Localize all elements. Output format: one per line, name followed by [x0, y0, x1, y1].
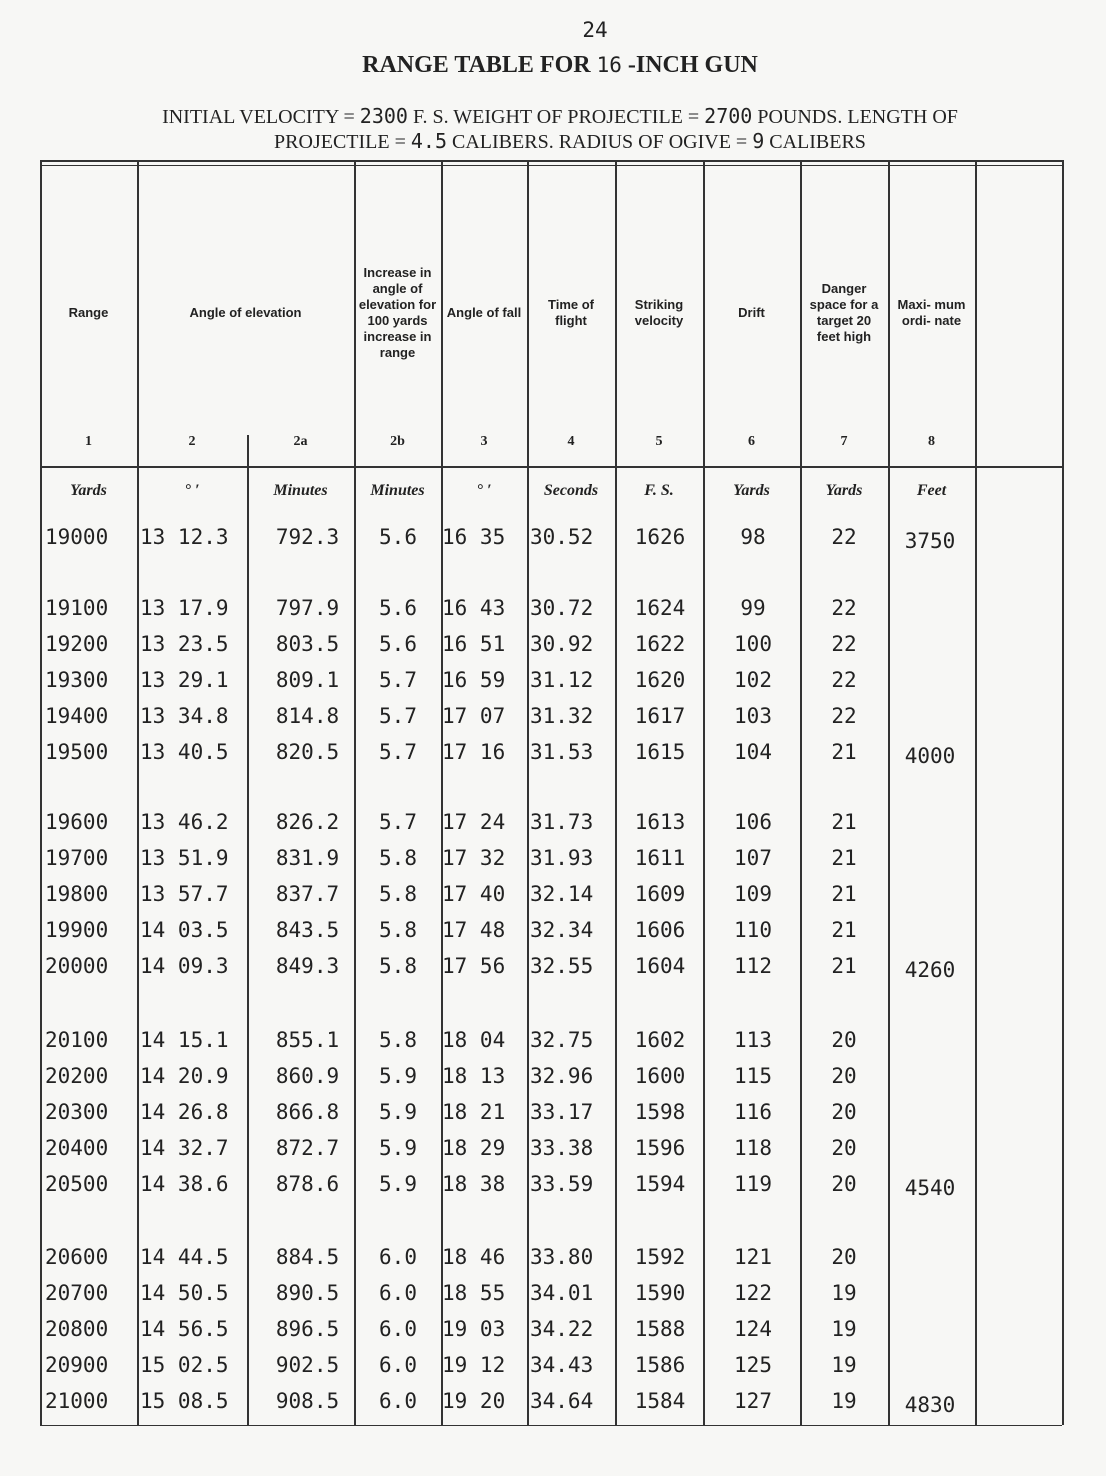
table-cell: 32.75 — [530, 1028, 594, 1052]
table-cell: 121 — [734, 1245, 772, 1269]
table-cell: 5.6 — [379, 525, 417, 549]
table-cell: 32.14 — [530, 882, 594, 906]
table-cell: 31.53 — [530, 740, 594, 764]
table-cell: 33.80 — [530, 1245, 594, 1269]
column-number: 2 — [188, 434, 196, 449]
table-cell: 124 — [734, 1317, 772, 1341]
table-cell: 118 — [734, 1136, 772, 1160]
header-increase — [358, 180, 437, 445]
table-cell: 855.1 — [275, 1028, 340, 1052]
table-cell: 19600 — [45, 810, 109, 834]
column-unit: ° ′ — [476, 482, 492, 499]
column-number: 2a — [293, 434, 308, 449]
table-cell: 19500 — [45, 740, 109, 764]
table-cell: 809.1 — [275, 668, 340, 692]
table-cell: 19 — [831, 1317, 857, 1341]
table-cell: 1586 — [634, 1353, 686, 1377]
table-cell: 102 — [734, 668, 772, 692]
table-cell: 5.9 — [379, 1100, 417, 1124]
header-label: Angle of elevation — [189, 304, 302, 320]
table-cell: 21 — [831, 846, 857, 870]
table-cell: 5.8 — [379, 882, 417, 906]
column-number: 7 — [840, 434, 848, 449]
table-cell: 896.5 — [275, 1317, 340, 1341]
subtitle-line-2 — [70, 129, 1070, 154]
table-cell: 21 — [831, 918, 857, 942]
table-cell: 22 — [831, 596, 857, 620]
table-cell: 20800 — [45, 1317, 109, 1341]
table-cell: 20600 — [45, 1245, 109, 1269]
table-cell: 32.96 — [530, 1064, 594, 1088]
table-cell: 902.5 — [275, 1353, 340, 1377]
table-cell: 100 — [734, 632, 772, 656]
header-label: Increase in angle of elevation for 100 yards increase in range — [358, 264, 437, 360]
table-cell: 1604 — [634, 954, 686, 978]
column-unit: Yards — [733, 482, 770, 499]
table-cell: 13 51.9 — [140, 846, 229, 870]
table-cell: 31.93 — [530, 846, 594, 870]
column-unit: Yards — [825, 482, 863, 499]
table-cell: 890.5 — [275, 1281, 340, 1305]
table-cell: 1596 — [634, 1136, 686, 1160]
header-angle-fall — [445, 180, 523, 445]
column-unit: Feet — [916, 482, 947, 499]
table-cell: 14 09.3 — [140, 954, 229, 978]
table-cell: 792.3 — [275, 525, 340, 549]
header-drift — [707, 180, 796, 445]
column-divider — [615, 160, 617, 1425]
header-label: Maxi- mum ordi- nate — [897, 296, 966, 328]
table-cell: 5.6 — [379, 596, 417, 620]
table-cell: 1590 — [634, 1281, 686, 1305]
column-number: 1 — [85, 434, 92, 449]
table-cell: 4540 — [904, 1176, 956, 1200]
table-cell: 13 46.2 — [140, 810, 229, 834]
table-cell: 16 51 — [442, 632, 506, 656]
header-label: Drift — [738, 304, 765, 320]
table-cell: 1622 — [634, 632, 686, 656]
table-cell: 13 29.1 — [140, 668, 229, 692]
table-cell: 18 38 — [442, 1172, 506, 1196]
table-cell: 18 29 — [442, 1136, 506, 1160]
header-label: Time of flight — [548, 296, 594, 328]
table-cell: 797.9 — [275, 596, 340, 620]
table-cell: 1598 — [634, 1100, 686, 1124]
table-cell: 5.7 — [379, 668, 417, 692]
column-unit: Seconds — [543, 482, 599, 499]
table-cell: 866.8 — [275, 1100, 340, 1124]
velocity-value: 2300 — [359, 104, 408, 128]
table-cell: 31.32 — [530, 704, 594, 728]
table-cell: 18 46 — [442, 1245, 506, 1269]
length-value: 4.5 — [410, 129, 448, 153]
table-cell: 22 — [831, 668, 857, 692]
table-cell: 119 — [734, 1172, 772, 1196]
table-cell: 5.9 — [379, 1064, 417, 1088]
table-cell: 104 — [734, 740, 772, 764]
table-top-rule — [40, 160, 1062, 162]
table-cell: 5.7 — [379, 740, 417, 764]
column-divider — [800, 160, 802, 1425]
table-cell: 15 02.5 — [140, 1353, 229, 1377]
table-cell: 803.5 — [275, 632, 340, 656]
table-cell: 106 — [734, 810, 772, 834]
table-cell: 13 40.5 — [140, 740, 229, 764]
table-cell: 16 59 — [442, 668, 506, 692]
table-cell: 32.55 — [530, 954, 594, 978]
table-cell: 837.7 — [275, 882, 340, 906]
table-cell: 17 48 — [442, 918, 506, 942]
table-cell: 116 — [734, 1100, 772, 1124]
table-cell: 16 43 — [442, 596, 506, 620]
title-suffix: -INCH GUN — [627, 52, 758, 78]
table-cell: 13 17.9 — [140, 596, 229, 620]
table-cell: 15 08.5 — [140, 1389, 229, 1413]
table-cell: 13 12.3 — [140, 525, 229, 549]
column-divider — [137, 160, 139, 1425]
table-cell: 19 — [831, 1281, 857, 1305]
table-cell: 21 — [831, 810, 857, 834]
header-time-flight — [531, 180, 611, 445]
table-cell: 860.9 — [275, 1064, 340, 1088]
table-cell: 113 — [734, 1028, 772, 1052]
subtitle-line-1 — [60, 104, 1060, 129]
table-cell: 1617 — [634, 704, 686, 728]
table-cell: 19 — [831, 1353, 857, 1377]
table-cell: 20 — [831, 1064, 857, 1088]
table-cell: 1620 — [634, 668, 686, 692]
table-cell: 110 — [734, 918, 772, 942]
table-cell: 33.38 — [530, 1136, 594, 1160]
column-divider — [975, 160, 977, 1425]
table-cell: 19 12 — [442, 1353, 506, 1377]
table-cell: 115 — [734, 1064, 772, 1088]
header-label: Striking velocity — [634, 296, 684, 328]
title-caliber: 16 — [596, 53, 622, 77]
table-top-rule-2 — [40, 165, 1062, 166]
table-cell: 19900 — [45, 918, 109, 942]
table-cell: 20500 — [45, 1172, 109, 1196]
table-cell: 5.9 — [379, 1136, 417, 1160]
table-cell: 19 03 — [442, 1317, 506, 1341]
column-number: 6 — [748, 434, 755, 449]
column-unit: ° ′ — [184, 482, 200, 499]
column-number: 5 — [655, 434, 663, 449]
table-bottom-rule — [40, 1425, 1062, 1426]
column-divider — [703, 160, 705, 1425]
table-cell: 843.5 — [275, 918, 340, 942]
column-divider — [527, 160, 529, 1425]
table-cell: 18 04 — [442, 1028, 506, 1052]
table-cell: 20100 — [45, 1028, 109, 1052]
table-cell: 107 — [734, 846, 772, 870]
table-cell: 6.0 — [379, 1281, 417, 1305]
table-cell: 19400 — [45, 704, 109, 728]
weight-value: 2700 — [704, 104, 753, 128]
table-cell: 5.7 — [379, 704, 417, 728]
table-cell: 16 35 — [442, 525, 506, 549]
page-title — [0, 52, 1106, 79]
header-danger-space — [804, 180, 884, 445]
header-range — [44, 180, 133, 445]
table-cell: 14 38.6 — [140, 1172, 229, 1196]
table-cell: 14 26.8 — [140, 1100, 229, 1124]
column-divider — [247, 435, 249, 1425]
header-label: Range — [68, 304, 109, 320]
table-cell: 1594 — [634, 1172, 686, 1196]
table-cell: 831.9 — [275, 846, 340, 870]
table-cell: 20200 — [45, 1064, 109, 1088]
table-cell: 34.01 — [530, 1281, 594, 1305]
header-angle-elevation — [141, 180, 350, 445]
table-cell: 6.0 — [379, 1245, 417, 1269]
table-cell: 103 — [734, 704, 772, 728]
column-divider — [354, 160, 356, 1425]
table-cell: 814.8 — [275, 704, 340, 728]
table-cell: 33.59 — [530, 1172, 594, 1196]
table-cell: 20000 — [45, 954, 109, 978]
header-max-ordinate — [892, 180, 971, 445]
table-cell: 884.5 — [275, 1245, 340, 1269]
table-cell: 19200 — [45, 632, 109, 656]
column-unit: Yards — [70, 482, 107, 499]
table-cell: 98 — [740, 525, 766, 549]
table-cell: 14 32.7 — [140, 1136, 229, 1160]
table-cell: 17 32 — [442, 846, 506, 870]
table-cell: 14 15.1 — [140, 1028, 229, 1052]
table-cell: 20700 — [45, 1281, 109, 1305]
column-unit: F. S. — [644, 482, 674, 499]
table-cell: 17 24 — [442, 810, 506, 834]
table-cell: 17 56 — [442, 954, 506, 978]
table-cell: 14 44.5 — [140, 1245, 229, 1269]
table-cell: 19000 — [45, 525, 109, 549]
table-cell: 872.7 — [275, 1136, 340, 1160]
table-cell: 19300 — [45, 668, 109, 692]
table-cell: 908.5 — [275, 1389, 340, 1413]
table-cell: 1602 — [634, 1028, 686, 1052]
table-cell: 5.8 — [379, 954, 417, 978]
table-cell: 13 34.8 — [140, 704, 229, 728]
table-cell: 1611 — [634, 846, 686, 870]
table-cell: 1592 — [634, 1245, 686, 1269]
table-cell: 34.64 — [530, 1389, 594, 1413]
table-cell: 878.6 — [275, 1172, 340, 1196]
table-cell: 5.7 — [379, 810, 417, 834]
table-cell: 19700 — [45, 846, 109, 870]
table-cell: 5.9 — [379, 1172, 417, 1196]
column-number: 4 — [567, 434, 575, 449]
table-cell: 112 — [734, 954, 772, 978]
column-divider — [888, 160, 890, 1425]
table-cell: 14 03.5 — [140, 918, 229, 942]
table-cell: 21 — [831, 954, 857, 978]
table-cell: 4000 — [904, 744, 956, 768]
text: CALIBERS. RADIUS OF OGIVE = — [452, 131, 748, 153]
header-label: Angle of fall — [446, 304, 522, 320]
table-cell: 1626 — [634, 525, 686, 549]
table-cell: 125 — [734, 1353, 772, 1377]
table-cell: 21 — [831, 740, 857, 764]
table-cell: 20300 — [45, 1100, 109, 1124]
text: INITIAL VELOCITY = — [162, 106, 355, 128]
header-label: Danger space for a target 20 feet high — [809, 280, 879, 344]
table-cell: 1588 — [634, 1317, 686, 1341]
table-cell: 4830 — [904, 1393, 956, 1417]
page-number: 24 — [582, 18, 608, 42]
table-cell: 21000 — [45, 1389, 109, 1413]
title-prefix: RANGE TABLE FOR — [362, 52, 591, 78]
table-cell: 1606 — [634, 918, 686, 942]
table-cell: 122 — [734, 1281, 772, 1305]
column-number: 8 — [928, 434, 935, 449]
table-cell: 6.0 — [379, 1353, 417, 1377]
table-cell: 30.52 — [530, 525, 594, 549]
header-striking-velocity — [619, 180, 699, 445]
table-cell: 30.72 — [530, 596, 594, 620]
column-divider — [441, 160, 443, 1425]
table-cell: 1624 — [634, 596, 686, 620]
table-cell: 19 — [831, 1389, 857, 1413]
table-cell: 5.6 — [379, 632, 417, 656]
table-cell: 849.3 — [275, 954, 340, 978]
table-cell: 13 57.7 — [140, 882, 229, 906]
column-unit: Minutes — [273, 482, 328, 499]
table-cell: 1615 — [634, 740, 686, 764]
table-cell: 820.5 — [275, 740, 340, 764]
table-cell: 17 07 — [442, 704, 506, 728]
table-cell: 30.92 — [530, 632, 594, 656]
header-bottom-rule — [40, 466, 1062, 468]
column-number: 2b — [390, 434, 405, 449]
table-cell: 5.8 — [379, 1028, 417, 1052]
text: CALIBERS — [769, 131, 866, 153]
table-cell: 34.43 — [530, 1353, 594, 1377]
table-cell: 5.8 — [379, 846, 417, 870]
table-cell: 18 55 — [442, 1281, 506, 1305]
table-cell: 31.12 — [530, 668, 594, 692]
column-unit: Minutes — [370, 482, 425, 499]
table-cell: 20400 — [45, 1136, 109, 1160]
table-cell: 32.34 — [530, 918, 594, 942]
table-cell: 6.0 — [379, 1389, 417, 1413]
table-cell: 127 — [734, 1389, 772, 1413]
table-cell: 826.2 — [275, 810, 340, 834]
table-cell: 21 — [831, 882, 857, 906]
table-cell: 22 — [831, 704, 857, 728]
ogive-value: 9 — [752, 129, 765, 153]
table-cell: 109 — [734, 882, 772, 906]
table-cell: 3750 — [904, 529, 956, 553]
table-cell: 14 50.5 — [140, 1281, 229, 1305]
table-cell: 20900 — [45, 1353, 109, 1377]
table-cell: 19100 — [45, 596, 109, 620]
table-cell: 99 — [740, 596, 766, 620]
text: F. S. WEIGHT OF PROJECTILE = — [412, 106, 700, 128]
table-cell: 20 — [831, 1028, 857, 1052]
table-cell: 22 — [831, 525, 857, 549]
table-cell: 17 16 — [442, 740, 506, 764]
table-cell: 33.17 — [530, 1100, 594, 1124]
text: PROJECTILE = — [274, 131, 406, 153]
table-cell: 1584 — [634, 1389, 686, 1413]
table-cell: 20 — [831, 1136, 857, 1160]
table-cell: 13 23.5 — [140, 632, 229, 656]
table-cell: 18 13 — [442, 1064, 506, 1088]
column-divider — [40, 160, 42, 1425]
column-divider — [1062, 160, 1064, 1425]
table-cell: 5.8 — [379, 918, 417, 942]
table-cell: 20 — [831, 1100, 857, 1124]
table-cell: 34.22 — [530, 1317, 594, 1341]
table-cell: 17 40 — [442, 882, 506, 906]
table-cell: 14 56.5 — [140, 1317, 229, 1341]
table-cell: 31.73 — [530, 810, 594, 834]
text: POUNDS. LENGTH OF — [757, 106, 958, 128]
table-cell: 20 — [831, 1172, 857, 1196]
column-number: 3 — [480, 434, 488, 449]
table-cell: 14 20.9 — [140, 1064, 229, 1088]
table-cell: 19800 — [45, 882, 109, 906]
table-cell: 20 — [831, 1245, 857, 1269]
table-cell: 1600 — [634, 1064, 686, 1088]
table-cell: 19 20 — [442, 1389, 506, 1413]
table-cell: 6.0 — [379, 1317, 417, 1341]
table-cell: 18 21 — [442, 1100, 506, 1124]
table-cell: 22 — [831, 632, 857, 656]
table-cell: 1613 — [634, 810, 686, 834]
table-cell: 1609 — [634, 882, 686, 906]
table-cell: 4260 — [904, 958, 956, 982]
